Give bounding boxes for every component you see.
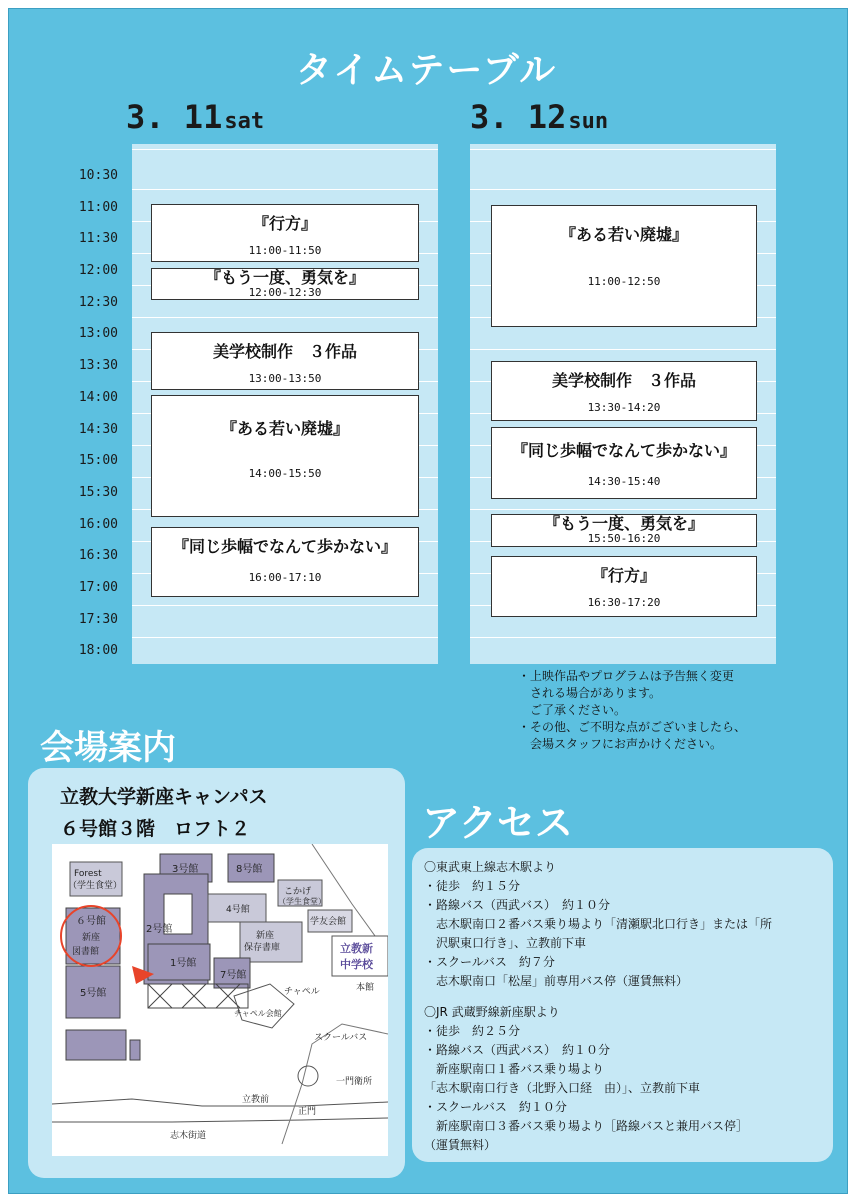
map-label: こかげ (284, 887, 312, 897)
event-time: 13:30-14:20 (587, 401, 661, 414)
map-label: 新座 (82, 933, 101, 943)
access-line: 「志木駅南口行き（北野入口経 由）」、立教前下車 (424, 1081, 701, 1095)
map-label: チャペル (284, 987, 320, 997)
access-line: ・スクールバス 約７分 (424, 955, 555, 969)
map-label: 5号館 (80, 988, 107, 999)
event-time: 13:00-13:50 (248, 372, 322, 385)
notice-line: ・上映作品やプログラムは予告無く変更 (518, 669, 734, 683)
time-label: 17:00 (78, 580, 118, 595)
access-line: 沢駅東口行き」、立教前下車 (424, 936, 587, 950)
time-label: 16:00 (78, 517, 118, 532)
date-label: 3. 12 (470, 98, 567, 136)
notice-line: ・その他、ご不明な点がございましたら、 (518, 720, 747, 734)
event-block (491, 556, 757, 617)
notice-line: 会場スタッフにお声かけください。 (518, 737, 723, 751)
map-label: （学生食堂） (68, 881, 123, 891)
venue-section-title: 会場案内 (40, 728, 176, 768)
event-title: 『ある若い廃墟』 (220, 419, 349, 438)
access-line: ・徒歩 約１５分 (424, 879, 521, 893)
event-title: 『同じ歩幅でなんて歩かない』 (172, 537, 397, 556)
access-line: 〇東武東上線志木駅より (424, 860, 557, 874)
event-block (491, 427, 757, 499)
schedule-column-sun (470, 144, 776, 664)
event-title: 『もう一度、勇気を』 (543, 514, 704, 533)
time-label: 12:30 (78, 295, 118, 310)
venue-campus: 立教大学新座キャンパス (60, 786, 268, 808)
access-line: 〇JR 武蔵野線新座駅より (424, 1005, 560, 1019)
notice-text (518, 668, 838, 753)
map-label: 一門衛所 (336, 1077, 373, 1087)
event-block (151, 527, 419, 597)
event-time: 16:30-17:20 (587, 596, 661, 609)
event-title: 『同じ歩幅でなんて歩かない』 (511, 441, 736, 460)
campus-map (52, 844, 388, 1156)
map-label: チャペル会館 (234, 1009, 282, 1018)
event-title: 『ある若い廃墟』 (559, 225, 688, 244)
access-line: ・スクールバス 約１０分 (424, 1100, 567, 1114)
access-info (424, 858, 824, 1155)
event-block (151, 268, 419, 300)
event-time: 11:00-12:50 (587, 275, 661, 288)
access-section-title: アクセス (422, 801, 573, 845)
map-label: 正門 (298, 1107, 317, 1117)
map-label: 学友会館 (310, 917, 347, 927)
weekday-label: sun (568, 109, 609, 134)
time-label: 14:30 (78, 422, 118, 437)
map-label: 3号館 (172, 864, 199, 875)
map-label: 立教新 (340, 942, 373, 955)
map-label: 新座 (256, 931, 275, 941)
event-block (151, 332, 419, 390)
access-line: ・路線バス（西武バス） 約１０分 (424, 1043, 611, 1057)
access-line: （運賃無料） (424, 1138, 497, 1152)
time-label: 11:00 (78, 200, 118, 215)
event-title: 美学校制作 ３作品 (551, 371, 696, 390)
event-block (491, 205, 757, 327)
map-label: 志木街道 (170, 1131, 207, 1141)
weekday-label: sat (224, 109, 265, 134)
access-line: ・徒歩 約２５分 (424, 1024, 521, 1038)
map-label: 8号館 (236, 864, 263, 875)
map-label: 本館 (356, 983, 375, 993)
time-label: 10:30 (78, 168, 118, 183)
map-label: 保存書庫 (244, 943, 281, 953)
time-label: 15:30 (78, 485, 118, 500)
time-label: 18:00 (78, 643, 118, 658)
map-label: 1号館 (170, 958, 197, 969)
access-line: ・路線バス（西武バス） 約１０分 (424, 898, 611, 912)
map-label: ６号館 (76, 916, 106, 927)
schedule-column-sat (132, 144, 438, 664)
map-label: 7号館 (220, 970, 247, 981)
time-label: 13:00 (78, 326, 118, 341)
event-time: 11:00-11:50 (248, 244, 322, 257)
time-label: 17:30 (78, 612, 118, 627)
event-time: 16:00-17:10 (248, 571, 322, 584)
notice-line: ご了承ください。 (518, 703, 627, 717)
access-line: 新座駅南口３番バス乗り場より［路線バスと兼用バス停］ (424, 1119, 749, 1133)
event-block (151, 204, 419, 262)
map-label: スクールバス (314, 1033, 368, 1043)
day-heading-sat (126, 98, 264, 136)
map-label: 中学校 (340, 958, 373, 971)
event-block (491, 361, 757, 421)
campus-map-drawing (52, 844, 388, 1156)
time-label: 14:00 (78, 390, 118, 405)
access-line: 志木駅南口２番バス乗り場より「清瀬駅北口行き」または「所 (424, 917, 773, 931)
event-block (491, 514, 757, 547)
access-card (412, 848, 833, 1162)
date-label: 3. 11 (126, 98, 223, 136)
map-label: Forest (74, 869, 102, 879)
map-label: （学生食堂） (278, 897, 326, 906)
event-block (151, 395, 419, 517)
day-heading-sun (470, 98, 608, 136)
map-label: 立教前 (242, 1095, 270, 1105)
event-time: 14:30-15:40 (587, 475, 661, 488)
event-title: 『行方』 (252, 214, 317, 233)
map-label: 図書館 (72, 947, 100, 957)
access-line: 新座駅南口１番バス乗り場より (424, 1062, 605, 1076)
spacer (424, 991, 824, 1003)
time-label: 11:30 (78, 231, 118, 246)
map-label: 2号館 (146, 924, 173, 935)
time-label: 16:30 (78, 548, 118, 563)
event-title: 『行方』 (591, 566, 656, 585)
access-line: 志木駅南口「松屋」前専用バス停（運賃無料） (424, 974, 689, 988)
event-title: 美学校制作 ３作品 (212, 342, 357, 361)
event-time: 12:00-12:30 (248, 286, 322, 299)
time-label: 12:00 (78, 263, 118, 278)
venue-room: ６号館３階 ロフト２ (60, 818, 251, 840)
event-title: 『もう一度、勇気を』 (204, 268, 365, 287)
page-title: タイムテーブル (295, 50, 558, 91)
event-time: 15:50-16:20 (587, 532, 661, 545)
map-label: 4号館 (226, 905, 250, 915)
notice-line: される場合があります。 (518, 686, 662, 700)
time-label: 15:00 (78, 453, 118, 468)
time-label: 13:30 (78, 358, 118, 373)
event-time: 14:00-15:50 (248, 467, 322, 480)
